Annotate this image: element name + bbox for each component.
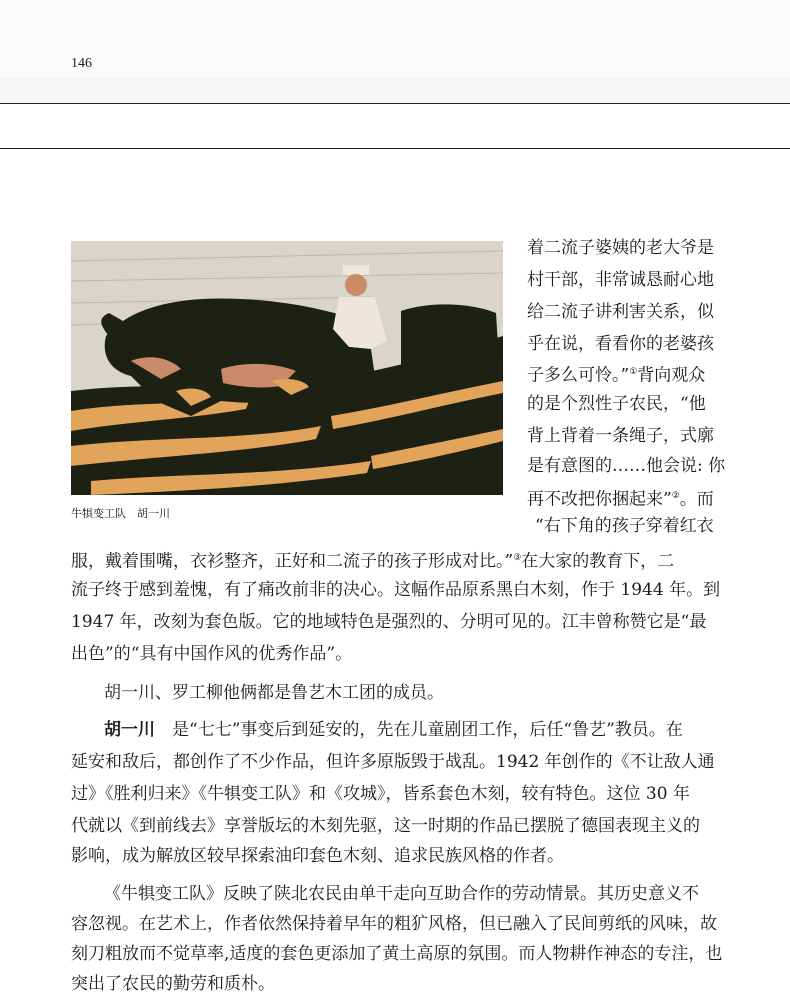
wrap-line-8: 是有意图的……他会说: 你 xyxy=(527,456,726,476)
paragraph1-line-2: 流子终于感到羞愧，有了痛改前非的决心。这幅作品原系黑白木刻，作于 1944 年。到 xyxy=(71,580,721,600)
header-band xyxy=(0,0,790,78)
paragraph3-line-1 xyxy=(104,720,683,740)
paragraph1-line-1-text: 服，戴着围嘴，衣衫整齐，正好和二流子的孩子形成对比。” xyxy=(71,551,514,572)
wrap-line-6: 的是个烈性子农民，“他 xyxy=(527,394,706,414)
paragraph2: 胡一川、罗工柳他俩都是鲁艺木工团的成员。 xyxy=(104,683,444,703)
paragraph4-line-3: 刻刀粗放而不觉草率,适度的套色更添加了黄土高原的氛围。而人物耕作神态的专注，也 xyxy=(71,944,723,964)
wrap-line-1: 着二流子婆姨的老大爷是 xyxy=(527,238,714,258)
wrap-line-9 xyxy=(527,486,714,510)
indent-quote-line: “右下角的孩子穿着红衣 xyxy=(535,516,714,536)
paragraph3-line-2: 延安和敌后，都创作了不少作品，但许多原版毁于战乱。1942 年创作的《不让敌人通 xyxy=(71,752,715,772)
wrap-line-2: 村干部，非常诚恳耐心地 xyxy=(527,270,714,290)
paragraph1-line-1-tail: 在大家的教育下，二 xyxy=(521,551,675,572)
woodcut-figure xyxy=(71,241,503,495)
header-rule-top xyxy=(0,103,790,104)
paragraph3-line-5: 影响，成为解放区较早探索油印套色木刻、追求民族风格的作者。 xyxy=(71,846,564,866)
wrap-line-5-tail: 背向观众 xyxy=(637,365,706,386)
paragraph3-line-3: 过》《胜利归来》《牛犋变工队》和《攻城》，皆系套色木刻，较有特色。这位 30 年 xyxy=(71,784,690,804)
footnote-marker-3: ③ xyxy=(513,553,522,563)
wrap-line-9-text: 再不改把你捆起来” xyxy=(527,489,672,510)
paragraph4-line-2: 容忽视。在艺术上，作者依然保持着早年的粗犷风格，但已融入了民间剪纸的风味，故 xyxy=(71,914,717,934)
figure-caption: 牛犋变工队 胡一川 xyxy=(71,507,170,520)
wrap-line-5-text: 子多么可怜。” xyxy=(527,365,630,386)
wrap-line-3: 给二流子讲利害关系，似 xyxy=(527,302,714,322)
paragraph4-line-1: 《牛犋变工队》反映了陕北农民由单干走向互助合作的劳动情景。其历史意义不 xyxy=(104,884,699,904)
woodcut-ploughing-image xyxy=(71,241,503,495)
header-rule-bottom xyxy=(0,148,790,149)
paragraph1-line-3: 1947 年，改刻为套色版。它的地域特色是强烈的、分明可见的。江丰曾称赞它是“最 xyxy=(71,612,707,632)
far-oxen xyxy=(401,304,499,368)
header-band-lower xyxy=(0,78,790,103)
wrap-line-9-tail: 。而 xyxy=(679,489,714,510)
paragraph1-line-4: 出色”的“具有中国作风的优秀作品”。 xyxy=(71,644,353,664)
wrap-line-5 xyxy=(527,362,705,386)
footnote-marker-2: ② xyxy=(671,491,680,501)
paragraph4-line-4: 突出了农民的勤劳和质朴。 xyxy=(71,974,275,994)
paragraph3-line-4: 代就以《到前线去》享誉版坛的木刻先驱，这一时期的作品已摆脱了德国表现主义的 xyxy=(71,816,700,836)
footnote-marker-1: ① xyxy=(629,367,638,377)
wrap-line-7: 背上背着一条绳子，式廓 xyxy=(527,426,714,446)
paragraph3-line-1-text: 是“七七”事变后到延安的，先在儿童剧团工作，后任“鲁艺”教员。在 xyxy=(172,720,683,740)
page-number: 146 xyxy=(71,56,92,71)
paragraph1-line-1 xyxy=(71,548,674,572)
artist-name: 胡一川 xyxy=(104,720,155,740)
wrap-line-4: 乎在说，看看你的老婆孩 xyxy=(527,334,714,354)
